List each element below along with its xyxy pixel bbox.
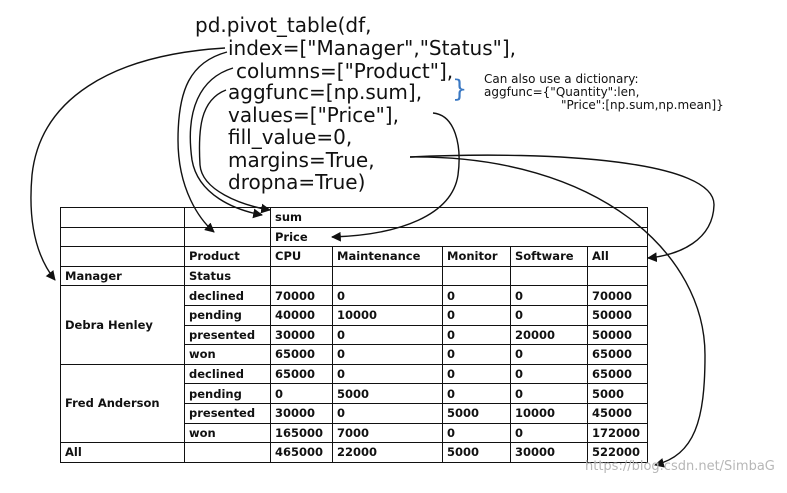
- col-header-all: All: [588, 247, 648, 267]
- cell-value: 65000: [588, 364, 648, 384]
- header-price: Price: [271, 227, 648, 247]
- col-header-monitor: Monitor: [443, 247, 511, 267]
- manager-label: Fred Anderson: [61, 364, 185, 442]
- brace-icon: }: [452, 75, 468, 103]
- arrow-values-to-price: [332, 113, 459, 237]
- cell-value: 0: [271, 384, 333, 404]
- code-line-values: values=["Price"],: [228, 103, 399, 127]
- header-product: Product: [185, 247, 271, 267]
- cell-value: 50000: [588, 325, 648, 345]
- status-label: won: [185, 345, 271, 365]
- cell-value: 165000: [271, 423, 333, 443]
- cell-value: 0: [511, 286, 588, 306]
- cell-value: 5000: [588, 384, 648, 404]
- status-label: won: [185, 423, 271, 443]
- cell-value: 45000: [588, 403, 648, 423]
- cell-value: 22000: [333, 443, 443, 463]
- cell-value: 10000: [511, 403, 588, 423]
- code-line-index: index=["Manager","Status"],: [228, 36, 516, 60]
- arrow-index-to-status: [178, 52, 227, 232]
- code-line-fill-value: fill_value=0,: [228, 125, 353, 149]
- cell-value: 30000: [271, 403, 333, 423]
- status-label: presented: [185, 325, 271, 345]
- cell-value: 10000: [333, 305, 443, 325]
- arrow-margins-to-all-row: [410, 157, 705, 465]
- cell-value: 30000: [511, 443, 588, 463]
- status-label: pending: [185, 384, 271, 404]
- cell-value: 0: [333, 364, 443, 384]
- status-label: declined: [185, 286, 271, 306]
- code-line-dropna: dropna=True): [228, 170, 366, 194]
- note-line-3: "Price":[np.sum,np.mean]}: [561, 98, 724, 112]
- col-header-maintenance: Maintenance: [333, 247, 443, 267]
- cell-value: 0: [511, 305, 588, 325]
- cell-value: 65000: [271, 364, 333, 384]
- cell-value: 0: [333, 345, 443, 365]
- watermark: https://blog.csdn.net/SimbaG: [585, 459, 775, 474]
- cell-value: 5000: [443, 443, 511, 463]
- cell-value: 0: [443, 286, 511, 306]
- manager-label: Debra Henley: [61, 286, 185, 364]
- status-label: declined: [185, 364, 271, 384]
- arrow-columns-to-product: [190, 68, 262, 215]
- cell-value: 0: [333, 403, 443, 423]
- cell-value: 30000: [271, 325, 333, 345]
- note-line-2: aggfunc={"Quantity":len,: [484, 85, 640, 99]
- cell-value: 0: [511, 345, 588, 365]
- cell-value: 0: [511, 364, 588, 384]
- header-manager: Manager: [61, 266, 185, 286]
- arrow-margins-to-all-column: [410, 155, 714, 258]
- code-line-margins: margins=True,: [228, 148, 375, 172]
- cell-value: 0: [443, 384, 511, 404]
- cell-value: 0: [443, 364, 511, 384]
- cell-value: 40000: [271, 305, 333, 325]
- col-header-software: Software: [511, 247, 588, 267]
- cell-value: 522000: [588, 443, 648, 463]
- cell-value: 0: [443, 305, 511, 325]
- code-line-columns: columns=["Product"],: [236, 59, 454, 83]
- cell-value: 70000: [271, 286, 333, 306]
- cell-value: 0: [443, 345, 511, 365]
- col-header-cpu: CPU: [271, 247, 333, 267]
- cell-value: 465000: [271, 443, 333, 463]
- header-status: Status: [185, 266, 271, 286]
- cell-value: 65000: [271, 345, 333, 365]
- cell-value: 0: [511, 423, 588, 443]
- cell-value: 0: [443, 423, 511, 443]
- cell-value: 172000: [588, 423, 648, 443]
- cell-value: 20000: [511, 325, 588, 345]
- cell-value: 0: [511, 384, 588, 404]
- code-line-aggfunc: aggfunc=[np.sum],: [228, 80, 423, 104]
- arrow-index-to-manager: [31, 48, 225, 280]
- cell-value: 5000: [443, 403, 511, 423]
- code-line-1: pd.pivot_table(df,: [195, 13, 372, 37]
- status-label: presented: [185, 403, 271, 423]
- cell-value: 7000: [333, 423, 443, 443]
- cell-value: 65000: [588, 345, 648, 365]
- cell-value: 0: [443, 325, 511, 345]
- header-sum: sum: [271, 208, 648, 228]
- cell-value: 5000: [333, 384, 443, 404]
- status-label: pending: [185, 305, 271, 325]
- cell-value: 0: [333, 286, 443, 306]
- cell-value: 0: [333, 325, 443, 345]
- total-label: All: [61, 443, 185, 463]
- cell-value: 70000: [588, 286, 648, 306]
- note-line-1: Can also use a dictionary:: [484, 72, 639, 86]
- cell-value: 50000: [588, 305, 648, 325]
